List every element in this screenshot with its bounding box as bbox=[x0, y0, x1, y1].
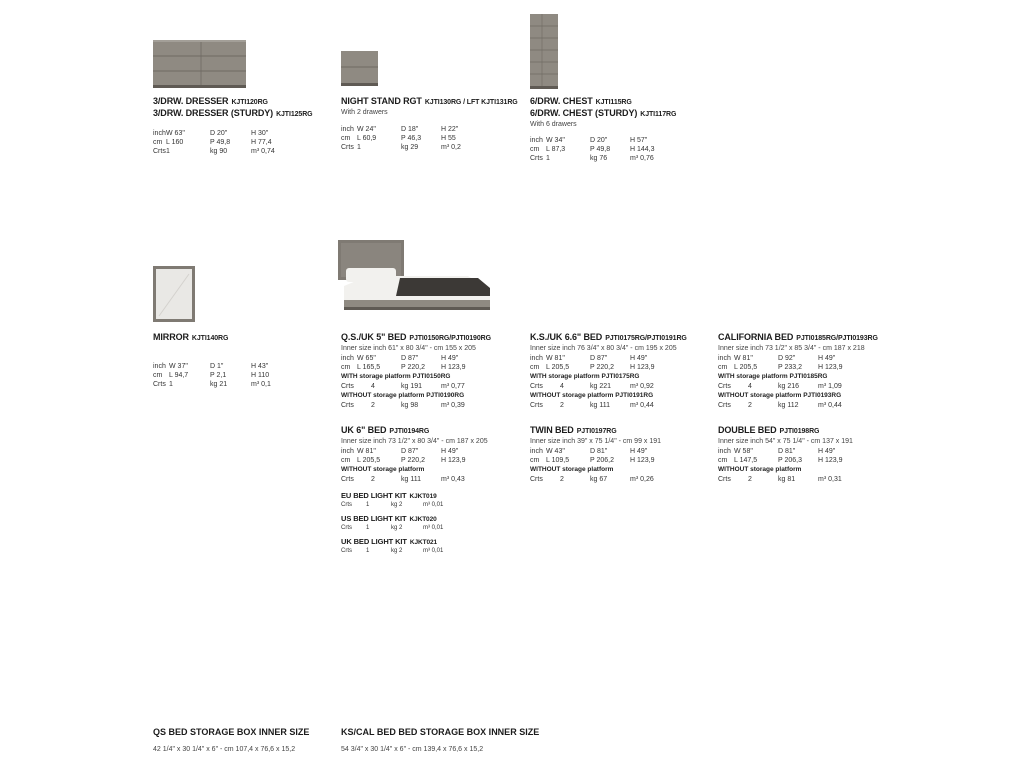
inner-size: Inner size inch 54" x 75 1/4" - cm 137 x 191 bbox=[718, 438, 853, 445]
spec-row: inch W 24" D 18" H 22" bbox=[341, 126, 459, 133]
spec-row: cm L 87,3 P 49,8 H 144,3 bbox=[530, 146, 655, 153]
spec-table bbox=[153, 362, 271, 389]
spec-table bbox=[341, 382, 465, 391]
qs-storage-box-title: QS BED STORAGE BOX INNER SIZE bbox=[153, 727, 310, 737]
spec-row: Crts 1 kg 90 m³ 0,74 bbox=[153, 148, 275, 155]
spec-row: Crts 4 kg 191 m³ 0,77 bbox=[341, 383, 465, 390]
spec-table bbox=[530, 136, 655, 163]
spec-row: inch W 34" D 20" H 57" bbox=[530, 137, 648, 144]
spec-row: cm L 160 P 49,8 H 77,4 bbox=[153, 139, 272, 146]
product-code: PJTI0198RG bbox=[779, 428, 820, 435]
spec-row: inch W 65" D 87" H 49" bbox=[341, 355, 459, 362]
product-code: KJTI120RG bbox=[231, 99, 268, 106]
spec-row: Crts 1 kg 2 m³ 0,01 bbox=[341, 525, 444, 531]
spec-row: Crts 4 kg 216 m³ 1,09 bbox=[718, 383, 842, 390]
storage-note: WITHOUT storage platform bbox=[530, 466, 614, 473]
product-code: KJTI125RG bbox=[276, 111, 313, 118]
product-title: 3/DRW. DRESSER KJTI120RG bbox=[153, 96, 268, 106]
spec-row: inch W 58" D 81" H 49" bbox=[718, 448, 836, 455]
inner-size: Inner size inch 73 1/2" x 85 3/4" - cm 187 x 218 bbox=[718, 345, 865, 352]
double-bed-spec bbox=[718, 425, 853, 484]
mirror-spec bbox=[153, 332, 271, 389]
spec-table bbox=[341, 401, 465, 410]
product-code: KJKT019 bbox=[409, 493, 437, 500]
product-code: KJKT020 bbox=[409, 516, 437, 523]
california-bed-spec bbox=[718, 332, 878, 410]
spec-table bbox=[718, 354, 843, 372]
product-title: MIRROR KJTI140RG bbox=[153, 332, 229, 342]
uk6-bed-spec bbox=[341, 425, 488, 484]
spec-row: Crts 2 kg 98 m³ 0,39 bbox=[341, 402, 465, 409]
spec-row: inch W 81" D 87" H 49" bbox=[341, 448, 459, 455]
product-title: EU BED LIGHT KIT KJKT019 bbox=[341, 491, 437, 500]
chest-image bbox=[530, 14, 558, 89]
chest-spec bbox=[530, 96, 676, 163]
mirror-image bbox=[153, 266, 195, 322]
product-code: PJTI0197RG bbox=[576, 428, 617, 435]
twin-bed-spec bbox=[530, 425, 661, 484]
spec-row: Crts 2 kg 111 m³ 0,44 bbox=[530, 402, 654, 409]
storage-note: WITHOUT storage platform PJTI0190RG bbox=[341, 392, 465, 399]
product-title: 3/DRW. DRESSER (STURDY) KJTI125RG bbox=[153, 108, 313, 118]
spec-row: Crts 2 kg 111 m³ 0,43 bbox=[341, 476, 465, 483]
spec-table bbox=[718, 447, 843, 465]
spec-row: cm L 60,9 P 46,3 H 55 bbox=[341, 135, 456, 142]
ks-storage-box-title: KS/CAL BED BED STORAGE BOX INNER SIZE bbox=[341, 727, 540, 737]
eu-light-kit-spec bbox=[341, 491, 443, 509]
product-title: 6/DRW. CHEST (STURDY) KJTI117RG bbox=[530, 108, 677, 118]
us-light-kit-spec bbox=[341, 514, 443, 532]
spec-row: cm L 165,5 P 220,2 H 123,9 bbox=[341, 364, 466, 371]
spec-row: cm L 205,5 P 220,2 H 123,9 bbox=[341, 457, 466, 464]
storage-note: WITHOUT storage platform bbox=[718, 466, 802, 473]
qs-storage-box-size: 42 1/4" x 30 1/4" x 6" - cm 107,4 x 76,6 x 15,2 bbox=[153, 746, 296, 753]
ks-bed-spec bbox=[530, 332, 687, 410]
ks-storage-box-size: 54 3/4" x 30 1/4" x 6" - cm 139,4 x 76,6 x 15,2 bbox=[341, 746, 484, 753]
product-title: UK 6" BED PJTI0194RG bbox=[341, 425, 430, 435]
dresser-image bbox=[153, 38, 246, 88]
spec-table bbox=[153, 129, 275, 156]
spec-table bbox=[718, 401, 842, 410]
spec-row: Crts 1 kg 21 m³ 0,1 bbox=[153, 381, 271, 388]
spec-row: Crts 1 kg 2 m³ 0,01 bbox=[341, 548, 444, 554]
product-title: TWIN BED PJTI0197RG bbox=[530, 425, 617, 435]
spec-row: inch W 43" D 81" H 49" bbox=[530, 448, 648, 455]
spec-row: cm L 147,5 P 206,3 H 123,9 bbox=[718, 457, 843, 464]
product-code: KJKT021 bbox=[409, 539, 438, 546]
storage-note: WITH storage platform PJTI0175RG bbox=[530, 373, 640, 380]
spec-table bbox=[530, 447, 655, 465]
spec-row: cm L 109,5 P 206,2 H 123,9 bbox=[530, 457, 655, 464]
product-code: KJTI117RG bbox=[640, 111, 677, 118]
spec-row: Crts 1 kg 76 m³ 0,76 bbox=[530, 155, 654, 162]
product-title: UK BED LIGHT KIT KJKT021 bbox=[341, 537, 438, 546]
spec-row: cm L 94,7 P 2,1 H 110 bbox=[153, 372, 270, 379]
inner-size: Inner size inch 61" x 80 3/4" - cm 155 x 205 bbox=[341, 345, 476, 352]
spec-table bbox=[341, 548, 443, 555]
spec-row: cm L 205,5 P 220,2 H 123,9 bbox=[530, 364, 655, 371]
storage-note: WITH storage platform PJTI0150RG bbox=[341, 373, 451, 380]
spec-row: Crts 2 kg 112 m³ 0,44 bbox=[718, 402, 842, 409]
spec-table bbox=[341, 502, 443, 509]
product-code: KJTI115RG bbox=[595, 99, 632, 106]
dresser-spec bbox=[153, 96, 313, 156]
storage-note: WITH storage platform PJTI0185RG bbox=[718, 373, 828, 380]
product-title: Q.S./UK 5" BED PJTI0150RG/PJTI0190RG bbox=[341, 332, 491, 342]
product-title: CALIFORNIA BED PJTI0185RG/PJTI0193RG bbox=[718, 332, 878, 342]
storage-note: WITHOUT storage platform PJTI0191RG bbox=[530, 392, 654, 399]
spec-row: inch W 63" D 20" H 30" bbox=[153, 130, 269, 137]
spec-table bbox=[341, 475, 465, 484]
bed-image bbox=[338, 238, 490, 310]
product-title: DOUBLE BED PJTI0198RG bbox=[718, 425, 820, 435]
product-code: KJTI130RG / LFT KJTI131RG bbox=[424, 99, 518, 106]
qs-bed-spec bbox=[341, 332, 491, 410]
product-code: PJTI0150RG/PJTI0190RG bbox=[409, 335, 491, 342]
spec-table bbox=[530, 401, 654, 410]
spec-row: cm L 205,5 P 233,2 H 123,9 bbox=[718, 364, 843, 371]
spec-row: Crts 1 kg 29 m³ 0,2 bbox=[341, 144, 461, 151]
spec-row: Crts 2 kg 67 m³ 0,26 bbox=[530, 476, 654, 483]
spec-table bbox=[530, 475, 654, 484]
spec-row: inch W 81" D 87" H 49" bbox=[530, 355, 648, 362]
inner-size: Inner size inch 73 1/2" x 80 3/4" - cm 187 x 205 bbox=[341, 438, 488, 445]
product-code: PJTI0175RG/PJTI0191RG bbox=[605, 335, 687, 342]
spec-table bbox=[341, 125, 461, 152]
spec-row: Crts 2 kg 81 m³ 0,31 bbox=[718, 476, 842, 483]
spec-table bbox=[341, 447, 466, 465]
product-code: PJTI0185RG/PJTI0193RG bbox=[796, 335, 878, 342]
product-title: 6/DRW. CHEST KJTI115RG bbox=[530, 96, 632, 106]
product-title: US BED LIGHT KIT KJKT020 bbox=[341, 514, 437, 523]
spec-table bbox=[341, 525, 443, 532]
storage-note: WITHOUT storage platform PJTI0193RG bbox=[718, 392, 842, 399]
product-title: NIGHT STAND RGT KJTI130RG / LFT KJTI131RG bbox=[341, 96, 518, 106]
inner-size: Inner size inch 76 3/4" x 80 3/4" - cm 195 x 205 bbox=[530, 345, 677, 352]
product-subtitle: With 6 drawers bbox=[530, 121, 577, 128]
spec-table bbox=[530, 382, 654, 391]
product-code: PJTI0194RG bbox=[389, 428, 430, 435]
night-stand-image bbox=[341, 51, 378, 86]
spec-table bbox=[341, 354, 466, 372]
spec-row: Crts 4 kg 221 m³ 0,92 bbox=[530, 383, 654, 390]
product-code: KJTI140RG bbox=[191, 335, 229, 342]
spec-row: Crts 1 kg 2 m³ 0,01 bbox=[341, 502, 444, 508]
product-subtitle: With 2 drawers bbox=[341, 109, 388, 116]
product-title: K.S./UK 6.6" BED PJTI0175RG/PJTI0191RG bbox=[530, 332, 687, 342]
spec-table bbox=[718, 382, 842, 391]
uk-light-kit-spec bbox=[341, 537, 443, 555]
spec-row: inch W 81" D 92" H 49" bbox=[718, 355, 836, 362]
spec-row: inch W 37" D 1" H 43" bbox=[153, 363, 269, 370]
night-stand-spec bbox=[341, 96, 518, 152]
storage-note: WITHOUT storage platform bbox=[341, 466, 425, 473]
spec-table bbox=[530, 354, 655, 372]
inner-size: Inner size inch 39" x 75 1/4" - cm 99 x 191 bbox=[530, 438, 662, 445]
spec-table bbox=[718, 475, 842, 484]
